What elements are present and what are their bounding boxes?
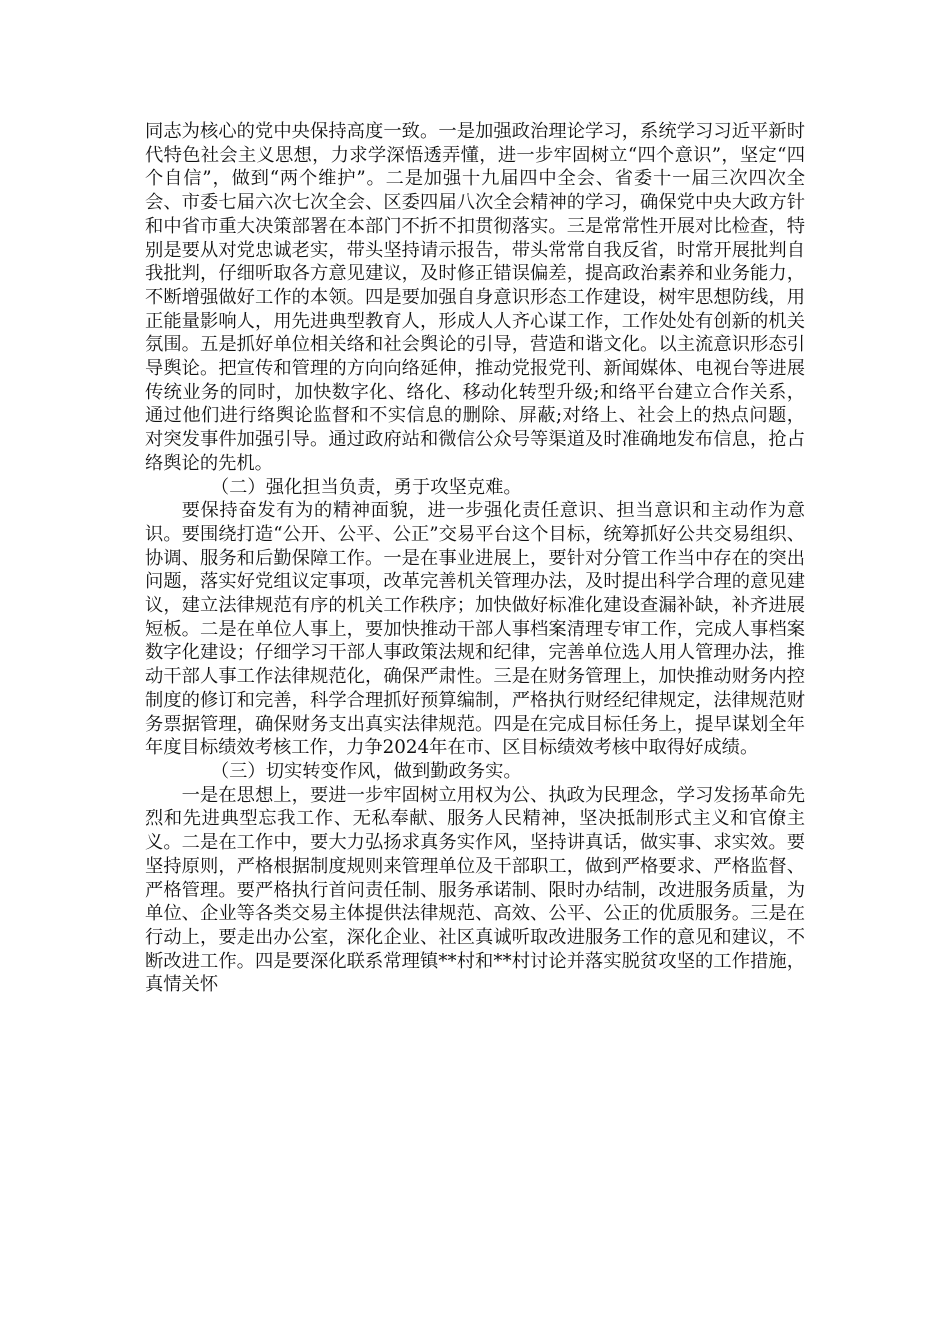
body-paragraph-1: 同志为核心的党中央保持高度一致。一是加强政治理论学习，系统学习习近平新时代特色社会主义思想，力求学深悟透弄懂，进一步牢固树立“四个意识”，坚定“四个自信”，做到“两个维护”。二是加强十九届四中全会、省委十一届三次四次全会、市委七届六次七次全会、区委四届八次全会精神的学习，确保党中央大政方针和中省市重大决策部署在本部门不折不扣贯彻落实。三是常常性开展对比检查，特别是要从对党忠诚老实，带头坚持请示报告，带头常常自我反省，时常开展批判自我批判，仔细听取各方意见建议，及时修正错误偏差，提高政治素养和业务能力，不断增强做好工作的本领。四是要加强自身意识形态工作建设，树牢思想防线，用正能量影响人，用先进典型教育人，形成人人齐心谋工作，工作处处有创新的机关氛围。五是抓好单位相关络和社会舆论的引导，营造和谐文化。以主流意识形态引导舆论。把宣传和管理的方向向络延伸，推动党报党刊、新闻媒体、电视台等进展传统业务的同时，加快数字化、络化、移动化转型升级;和络平台建立合作关系，通过他们进行络舆论监督和不实信息的删除、屏蔽;对络上、社会上的热点问题，对突发事件加强引导。通过政府站和微信公众号等渠道及时准确地发布信息，抢占络舆论的先机。 [145, 121, 805, 474]
body-paragraph-2: 要保持奋发有为的精神面貌，进一步强化责任意识、担当意识和主动作为意识。要围绕打造“公开、公平、公正”交易平台这个目标，统筹抓好公共交易组织、协调、服务和后勤保障工作。一是在事业进展上，要针对分管工作当中存在的突出问题，落实好党组议定事项，改革完善机关管理办法，及时提出科学合理的意见建议，建立法律规范有序的机关工作秩序；加快做好标准化建设查漏补缺，补齐进展短板。二是在单位人事上，要加快推动干部人事档案清理专审工作，完成人事档案数字化建设；仔细学习干部人事政策法规和纪律，完善单位选人用人管理办法，推动干部人事工作法律规范化，确保严肃性。三是在财务管理上，加快推动财务内控制度的修订和完善，科学合理抓好预算编制，严格执行财经纪律规定，法律规范财务票据管理，确保财务支出真实法律规范。四是在完成目标任务上，提早谋划全年年度目标绩效考核工作，力争2024年在市、区目标绩效考核中取得好成绩。 [145, 500, 805, 759]
document-page [145, 120, 805, 997]
section-heading-2: （二）强化担当负责，勇于攻坚克难。 [210, 476, 522, 498]
section-heading-3: （三）切实转变作风，做到勤政务实。 [210, 760, 522, 782]
body-paragraph-3: 一是在思想上，要进一步牢固树立用权为公、执政为民理念，学习发扬革命先烈和先进典型忘我工作、无私奉献、服务人民精神，坚决抵制形式主义和官僚主义。二是在工作中，要大力弘扬求真务实作风，坚持讲真话，做实事、求实效。要坚持原则，严格根据制度规则来管理单位及干部职工，做到严格要求、严格监督、严格管理。要严格执行首问责任制、服务承诺制、限时办结制，改进服务质量，为单位、企业等各类交易主体提供法律规范、高效、公平、公正的优质服务。三是在行动上，要走出办公室，深化企业、社区真诚听取改进服务工作的意见和建议，不断改进工作。四是要深化联系常理镇**村和**村讨论并落实脱贫攻坚的工作措施，真情关怀 [145, 784, 805, 996]
